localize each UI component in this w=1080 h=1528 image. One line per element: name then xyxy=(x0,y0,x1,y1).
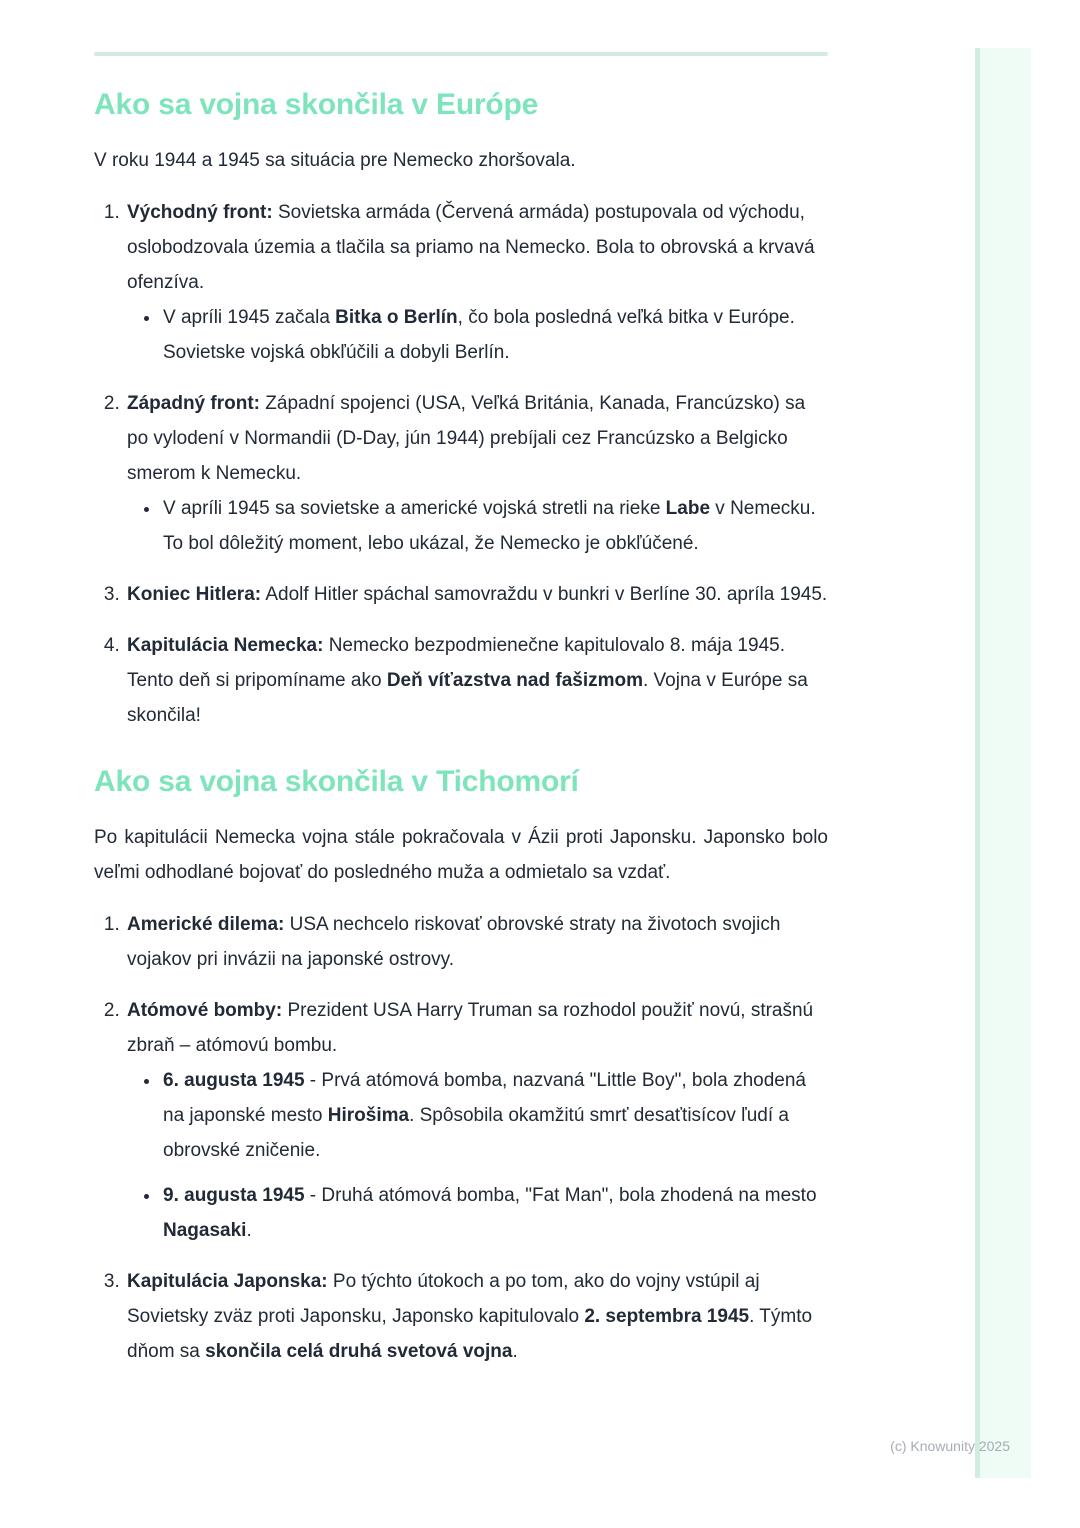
list-item-text: 1. Americké dilema: USA nechcelo riskovať obrovské straty na životoch svojich vojakov pri invázii na japonské ostrovy. xyxy=(127,914,781,970)
bullet-item xyxy=(161,1063,828,1168)
section-intro-pacific: Po kapitulácii Nemecka vojna stále pokračovala v Ázii proti Japonsku. Japonsko bolo veľmi odhodlané bojovať do posledného muža a odmietalo sa vzdať. xyxy=(94,827,828,883)
right-accent-bar xyxy=(975,48,1031,1478)
section-europe xyxy=(94,87,828,733)
watermark: (c) Knowunity 2025 xyxy=(890,1438,1010,1454)
section-heading-pacific: Ako sa vojna skončila v Tichomorí xyxy=(94,765,579,798)
list-item-text: 2. Západný front: Západní spojenci (USA, Veľká Británia, Kanada, Francúzsko) sa po vylodení v Normandii (D-Day, jún 1944) prebíjali cez Francúzsko a Belgicko smerom k Nemecku. xyxy=(127,393,806,484)
list-item xyxy=(125,907,828,977)
list-item-text: 1. Východný front: Sovietska armáda (Červená armáda) postupovala od východu, oslobodzovala územia a tlačila sa priamo na Nemecko. Bola to obrovská a krvavá ofenzíva. xyxy=(127,202,815,293)
bullet-list xyxy=(127,491,828,561)
bullet-item xyxy=(161,300,828,370)
bullet-item-text: • 6. augusta 1945 - Prvá atómová bomba, nazvaná "Little Boy", bola zhodená na japonské mesto Hirošima. Spôsobila okamžitú smrť desaťtisícov ľudí a obrovské zničenie. xyxy=(163,1070,806,1161)
list-item xyxy=(125,195,828,370)
bullet-list xyxy=(127,300,828,370)
list-item-text: 2. Atómové bomby: Prezident USA Harry Truman sa rozhodol použiť novú, strašnú zbraň – atómovú bombu. xyxy=(127,1000,814,1056)
bullet-item-text: • 9. augusta 1945 - Druhá atómová bomba, "Fat Man", bola zhodená na mesto Nagasaki. xyxy=(163,1185,817,1241)
list-item-text: 3. Koniec Hitlera: Adolf Hitler spáchal samovraždu v bunkri v Berlíne 30. apríla 1945. xyxy=(127,584,828,605)
bullet-item-text: • V apríli 1945 začala Bitka o Berlín, čo bola posledná veľká bitka v Európe. Sovietske vojská obkľúčili a dobyli Berlín. xyxy=(163,307,795,363)
list-item xyxy=(125,628,828,733)
list-item-text: 3. Kapitulácia Japonska: Po týchto útokoch a po tom, ako do vojny vstúpil aj Sovietsky zväz proti Japonsku, Japonsko kapitulovalo 2. septembra 1945. Týmto dňom sa skončila celá druhá svetová vojna. xyxy=(127,1271,813,1362)
numbered-list-pacific xyxy=(94,907,828,1369)
document-content xyxy=(94,0,828,1369)
bullet-list xyxy=(127,1063,828,1248)
numbered-list-europe xyxy=(94,195,828,733)
list-item xyxy=(125,577,828,612)
list-item xyxy=(125,386,828,561)
top-divider xyxy=(94,52,828,56)
section-pacific xyxy=(94,764,828,1369)
list-item xyxy=(125,993,828,1248)
list-item-text: 4. Kapitulácia Nemecka: Nemecko bezpodmienečne kapitulovalo 8. mája 1945. Tento deň si pripomíname ako Deň víťazstva nad fašizmom. Vojna v Európe sa skončila! xyxy=(127,635,808,726)
bullet-item-text: • V apríli 1945 sa sovietske a americké vojská stretli na rieke Labe v Nemecku. To bol dôležitý moment, lebo ukázal, že Nemecko je obkľúčené. xyxy=(163,498,816,554)
bullet-item xyxy=(161,1178,828,1248)
section-intro-europe: V roku 1944 a 1945 sa situácia pre Nemecko zhoršovala. xyxy=(94,150,576,171)
bullet-item xyxy=(161,491,828,561)
list-item xyxy=(125,1264,828,1369)
section-heading-europe: Ako sa vojna skončila v Európe xyxy=(94,88,539,121)
